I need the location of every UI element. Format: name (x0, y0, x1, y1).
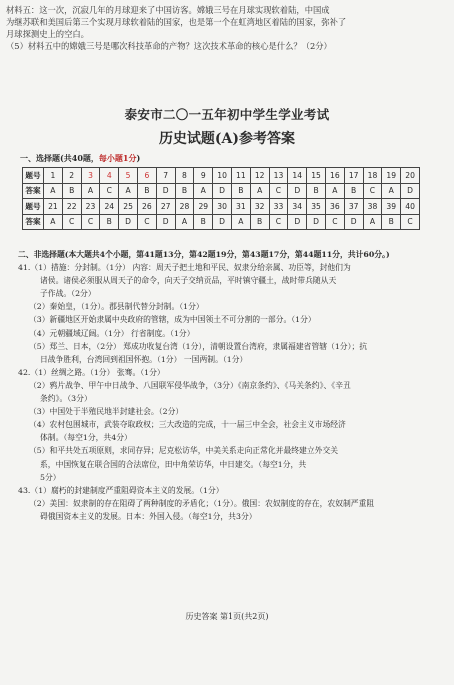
row-label: 题号 (23, 199, 44, 215)
row-label: 题号 (23, 168, 44, 184)
row-label: 答案 (23, 214, 44, 230)
question-number-cell: 19 (382, 168, 401, 184)
text-line: 材料五：这一次，沉寂几年的月球迎来了中国访客。嫦娥三号在月球实现软着陆，中国成 (6, 5, 330, 15)
answer-cell: B (382, 214, 401, 230)
text-line: 43.（1）腐朽的封建制度严重阻碍资本主义的发展。（1分） (18, 485, 224, 495)
text-line: （5）和平共处五项原则，求同存异；尼克松访华，中美关系走向正常化并最终建立外交关 (29, 446, 339, 456)
question-number-cell: 13 (269, 168, 288, 184)
answer-cell: D (344, 214, 363, 230)
answer-cell: A (325, 183, 344, 199)
answer-cell: B (344, 183, 363, 199)
answer-table (22, 167, 420, 230)
text-line: 日战争胜利，台湾回到祖国怀抱。（1分） 一国两制。（1分） (40, 354, 248, 364)
q42-block (18, 366, 438, 484)
question-number-cell: 22 (62, 199, 81, 215)
answer-cell: D (213, 183, 232, 199)
text-line: （2）秦始皇，（1分）。郡县制代替分封制。（1分） (29, 302, 204, 312)
question-number-cell: 34 (288, 199, 307, 215)
text-line: （3）新疆地区开始隶属中央政府的管辖，成为中国领土不可分割的一部分。（1分） (29, 315, 316, 325)
question-number-cell: 23 (81, 199, 100, 215)
question-number-cell: 26 (137, 199, 156, 215)
answer-cell: B (231, 183, 250, 199)
text-line: （3）中国处于半殖民地半封建社会。（2分） (29, 407, 184, 417)
question-number-cell: 15 (307, 168, 326, 184)
answer-cell: C (137, 214, 156, 230)
previous-page-excerpt (6, 4, 446, 52)
text-line: 子作战。（2分） (40, 289, 96, 299)
question-number-cell: 7 (156, 168, 175, 184)
question-number-cell: 4 (100, 168, 119, 184)
table-row (23, 199, 420, 215)
question-number-cell: 37 (344, 199, 363, 215)
answer-cell: C (81, 214, 100, 230)
answer-cell: D (156, 183, 175, 199)
question-number-cell: 38 (363, 199, 382, 215)
text-line: 月球探测史上的空白。 (6, 29, 89, 39)
question-number-cell: 39 (382, 199, 401, 215)
table-row (23, 168, 420, 184)
answer-cell: A (44, 214, 63, 230)
answer-cell: A (81, 183, 100, 199)
text-line: 41.（1）措施：分封制。（1分） 内容：周天子把土地和平民、奴隶分给亲属、功臣等，封他们为 (18, 263, 351, 273)
question-number-cell: 17 (344, 168, 363, 184)
question-number-cell: 5 (119, 168, 138, 184)
question-number-cell: 9 (194, 168, 213, 184)
answer-cell: D (401, 183, 420, 199)
text-line: 条约》。（3分） (40, 394, 92, 404)
question-number-cell: 12 (250, 168, 269, 184)
answer-cell: A (194, 183, 213, 199)
answer-cell: C (325, 214, 344, 230)
text-line: （4）元朝疆域辽阔。（1分） 行省制度。（1分） (29, 328, 195, 338)
answers-body (18, 248, 438, 523)
question-number-cell: 33 (269, 199, 288, 215)
answer-cell: A (231, 214, 250, 230)
question-number-cell: 20 (401, 168, 420, 184)
question-number-cell: 30 (213, 199, 232, 215)
text-line: （5）郑兰、日本，（2分） 郑成功收复台湾（1分），清朝设置台湾府，隶属福建省管辖（1分）；抗 (29, 341, 368, 351)
answer-cell: B (100, 214, 119, 230)
question-number-cell: 24 (100, 199, 119, 215)
text-line: 碍俄国资本主义的发展。日本：外国入侵。（每空1分，共3分） (40, 511, 257, 521)
answer-cell: C (269, 183, 288, 199)
answer-cell: B (250, 214, 269, 230)
answer-cell: D (288, 183, 307, 199)
q43-block (18, 484, 438, 523)
answer-cell: A (382, 183, 401, 199)
answer-cell: D (307, 214, 326, 230)
page-footer: 历史答案 第1页(共2页) (185, 612, 269, 621)
question-number-cell: 29 (194, 199, 213, 215)
exam-title: 泰安市二〇一五年初中学生学业考试 (124, 107, 330, 122)
section-end: ) (136, 153, 141, 163)
question-number-cell: 28 (175, 199, 194, 215)
answer-cell: B (62, 183, 81, 199)
text-line: 5分） (40, 472, 61, 482)
answer-cell: B (175, 183, 194, 199)
answer-cell: D (213, 214, 232, 230)
answer-cell: C (100, 183, 119, 199)
question-number-cell: 11 (231, 168, 250, 184)
question-number-cell: 14 (288, 168, 307, 184)
section-choice-heading (20, 153, 140, 164)
answer-cell: D (288, 214, 307, 230)
text-line: 体制。（每空1分，共4分） (40, 433, 132, 443)
answer-cell: C (363, 183, 382, 199)
answer-cell: A (119, 183, 138, 199)
question-number-cell: 1 (44, 168, 63, 184)
answer-cell: C (401, 214, 420, 230)
text-line: 42.（1）丝绸之路。（1分） 张骞。（1分） (18, 367, 165, 377)
answer-cell: B (137, 183, 156, 199)
text-line: （2）鸦片战争、甲午中日战争、八国联军侵华战争，（3分）《南京条约》、《马关条约》、《辛丑 (29, 380, 351, 390)
question-number-cell: 35 (307, 199, 326, 215)
answer-cell: D (119, 214, 138, 230)
section-label: 一、选择题(共40题， (20, 153, 99, 163)
question-number-cell: 3 (81, 168, 100, 184)
question-number-cell: 6 (137, 168, 156, 184)
question-number-cell: 16 (325, 168, 344, 184)
answer-cell: A (250, 183, 269, 199)
answer-cell: A (175, 214, 194, 230)
question-number-cell: 8 (175, 168, 194, 184)
question-number-cell: 2 (62, 168, 81, 184)
row-label: 答案 (23, 183, 44, 199)
section-nonchoice-heading: 二、非选择题(本大题共4个小题，第41题13分，第42题19分，第43题17分，第44题11分，共计60分。) (18, 250, 390, 259)
answer-cell: A (363, 214, 382, 230)
question-number-cell: 27 (156, 199, 175, 215)
question-number-cell: 40 (401, 199, 420, 215)
text-line: （4）农村包围城市，武装夺取政权；三大改造的完成，十一届三中全会，社会主义市场经济 (29, 420, 346, 430)
text-line: 系，中国恢复在联合国的合法席位，田中角荣访华，中日建交。（每空1分，共 (40, 459, 307, 469)
text-line: 诸侯。诸侯必须服从周天子的命令，向天子交纳贡品，平时镇守疆土，战时带兵随从天 (40, 276, 337, 286)
question-line: （5）材料五中的嫦娥三号是哪次科技革命的产物？这次技术革命的核心是什么？（2分） (6, 41, 332, 51)
question-number-cell: 31 (231, 199, 250, 215)
answer-cell: C (269, 214, 288, 230)
text-line: （2）美国：奴隶制的存在阻碍了两种制度的矛盾化；（1分）。俄国：农奴制度的存在，农奴制严重阻 (29, 498, 375, 508)
table-row (23, 214, 420, 230)
question-number-cell: 25 (119, 199, 138, 215)
section-score-note: 每小题1分 (98, 153, 137, 163)
answer-cell: B (194, 214, 213, 230)
question-number-cell: 21 (44, 199, 63, 215)
q41-block (18, 261, 438, 366)
table-row (23, 183, 420, 199)
answer-cell: C (62, 214, 81, 230)
answer-cell: A (44, 183, 63, 199)
question-number-cell: 18 (363, 168, 382, 184)
question-number-cell: 32 (250, 199, 269, 215)
answer-cell: D (156, 214, 175, 230)
text-line: 为继苏联和美国后第三个实现月球软着陆的国家，也是第一个在虹湾地区着陆的国家，弥补了 (6, 17, 347, 27)
question-number-cell: 10 (213, 168, 232, 184)
answer-cell: B (307, 183, 326, 199)
answer-key-title: 历史试题(A)参考答案 (158, 131, 296, 147)
question-number-cell: 36 (325, 199, 344, 215)
